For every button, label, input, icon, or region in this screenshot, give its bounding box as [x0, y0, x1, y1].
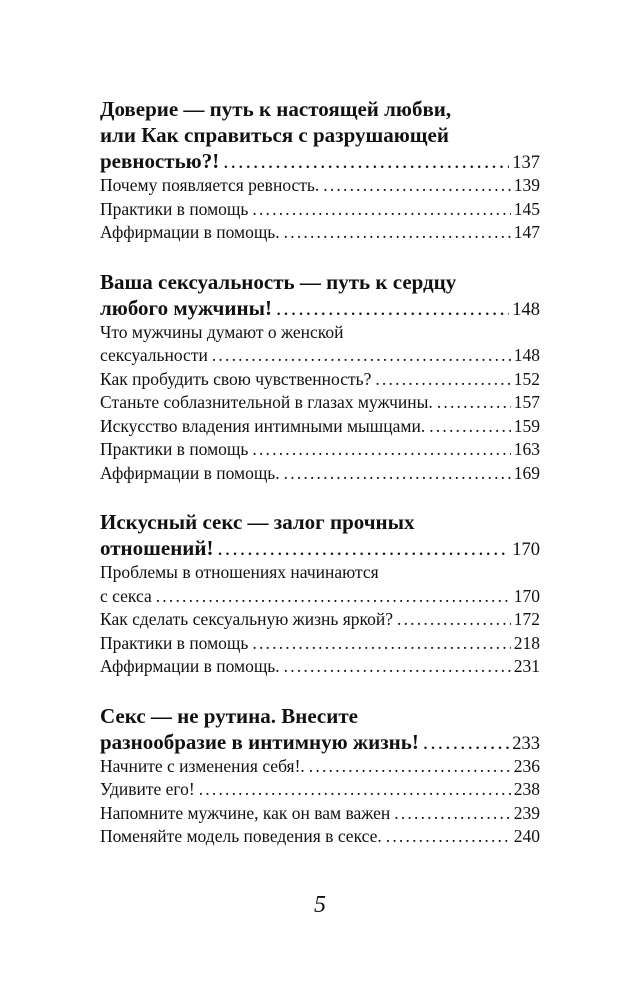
leader-dots: [437, 391, 511, 415]
toc-entry: [100, 632, 540, 656]
page-ref: 163: [513, 439, 540, 459]
entry-line: [100, 198, 540, 222]
page-ref: 148: [513, 345, 540, 365]
leader-dots: [397, 608, 511, 632]
entry-text: Аффирмации в помощь.: [100, 656, 280, 676]
entry-text: Практики в помощь: [100, 632, 249, 653]
page-ref: 239: [513, 802, 540, 823]
leader-dots: [252, 438, 510, 462]
entry-line: [100, 368, 540, 392]
page-number: 5: [314, 892, 326, 918]
entry-text: ревностью?!: [100, 149, 220, 173]
entry-text: Искусство владения интимными мышцами.: [100, 415, 426, 436]
entry-line: [100, 174, 540, 198]
section-title-line: [100, 295, 540, 321]
entry-text: Как сделать сексуальную жизнь яркой?: [100, 609, 394, 629]
leader-dots: [252, 632, 510, 656]
entry-line: [100, 221, 540, 245]
entry-text: отношений!: [100, 536, 214, 560]
entry-text: Напомните мужчине, как он вам важен: [100, 802, 391, 823]
page-ref: 231: [513, 656, 540, 676]
entry-text: Станьте соблазнительной в глазах мужчины.: [100, 392, 433, 412]
entry-line: [100, 655, 540, 679]
entry-line: [100, 415, 540, 439]
entry-line: [100, 585, 540, 609]
entry-line: [100, 462, 540, 486]
entry-line: Проблемы в отношениях начинаются: [100, 562, 379, 582]
section-title-line: Искусный секс — залог прочных: [100, 510, 415, 534]
leader-dots: [212, 344, 511, 368]
toc-entry: [100, 561, 540, 608]
entry-text: любого мужчины!: [100, 295, 272, 320]
entry-text: с секса: [100, 585, 152, 606]
leader-dots: [423, 729, 509, 755]
toc-entry: [100, 368, 540, 392]
leader-dots: [252, 198, 510, 222]
entry-line: [100, 778, 540, 802]
toc-entry: [100, 174, 540, 198]
entry-text: Удивите его!: [100, 779, 195, 799]
toc-entry: [100, 802, 540, 826]
page-ref: 170: [513, 585, 540, 606]
page-ref: 233: [512, 733, 540, 754]
leader-dots: [276, 295, 509, 321]
toc-entry: [100, 462, 540, 486]
entry-line: [100, 344, 540, 368]
page-ref: 240: [513, 826, 540, 846]
entry-text: Практики в помощь: [100, 439, 249, 459]
leader-dots: [156, 585, 511, 609]
toc-entry: [100, 415, 540, 439]
leader-dots: [199, 778, 511, 802]
leader-dots: [284, 655, 511, 679]
entry-text: сексуальности: [100, 345, 208, 365]
toc-entry: [100, 778, 540, 802]
leader-dots: [429, 415, 511, 439]
page-ref: 159: [513, 415, 540, 436]
page-ref: 172: [513, 609, 540, 629]
page-ref: 145: [513, 198, 540, 219]
entry-text: Аффирмации в помощь.: [100, 222, 280, 242]
leader-dots: [386, 825, 511, 849]
section-title-line: Секс — не рутина. Внесите: [100, 703, 358, 728]
page-ref: 169: [513, 462, 540, 483]
page-ref: 147: [513, 222, 540, 242]
leader-dots: [223, 148, 509, 174]
section-title-line: [100, 148, 540, 174]
entry-text: Практики в помощь: [100, 198, 249, 219]
page-ref: 148: [512, 299, 540, 320]
page-ref: 238: [513, 779, 540, 799]
entry-line: [100, 391, 540, 415]
toc-entry: [100, 198, 540, 222]
leader-dots: [284, 462, 511, 486]
entry-text: Поменяйте модель поведения в сексе.: [100, 826, 382, 846]
page-ref: 157: [513, 392, 540, 412]
toc-section: [100, 269, 540, 486]
page-ref: 139: [513, 175, 540, 195]
leader-dots: [284, 221, 511, 245]
leader-dots: [375, 368, 510, 392]
page-ref: 152: [513, 368, 540, 389]
page-ref: 236: [513, 755, 540, 776]
entry-line: [100, 438, 540, 462]
table-of-contents: [100, 96, 540, 873]
leader-dots: [323, 174, 510, 198]
section-title-line: [100, 535, 540, 561]
toc-entry: [100, 755, 540, 779]
entry-text: Как пробудить свою чувственность?: [100, 368, 372, 389]
section-title-line: Доверие — путь к настоящей любви,: [100, 97, 452, 121]
entry-line: [100, 632, 540, 656]
entry-text: Начните с изменения себя!.: [100, 755, 305, 776]
entry-line: [100, 755, 540, 779]
toc-section: [100, 509, 540, 679]
leader-dots: [217, 535, 509, 561]
entry-text: разнообразие в интимную жизнь!: [100, 729, 419, 754]
entry-line: [100, 825, 540, 849]
section-title-line: [100, 729, 540, 755]
entry-line: [100, 608, 540, 632]
section-title-line: Ваша сексуальность — путь к сердцу: [100, 269, 457, 294]
page-ref: 137: [512, 153, 540, 173]
toc-entry: [100, 321, 540, 368]
entry-text: Аффирмации в помощь.: [100, 462, 280, 483]
toc-entry: [100, 221, 540, 245]
toc-entry: [100, 438, 540, 462]
toc-entry: [100, 825, 540, 849]
entry-line: Что мужчины думают о женской: [100, 321, 344, 342]
page-ref: 218: [513, 632, 540, 653]
toc-entry: [100, 391, 540, 415]
toc-entry: [100, 608, 540, 632]
section-title-line: или Как справиться с разрушающей: [100, 123, 449, 147]
leader-dots: [394, 802, 510, 826]
entry-line: [100, 802, 540, 826]
toc-entry: [100, 655, 540, 679]
toc-section: [100, 96, 540, 245]
page-ref: 170: [512, 540, 540, 560]
entry-text: Почему появляется ревность.: [100, 175, 320, 195]
toc-section: [100, 703, 540, 849]
leader-dots: [309, 755, 511, 779]
